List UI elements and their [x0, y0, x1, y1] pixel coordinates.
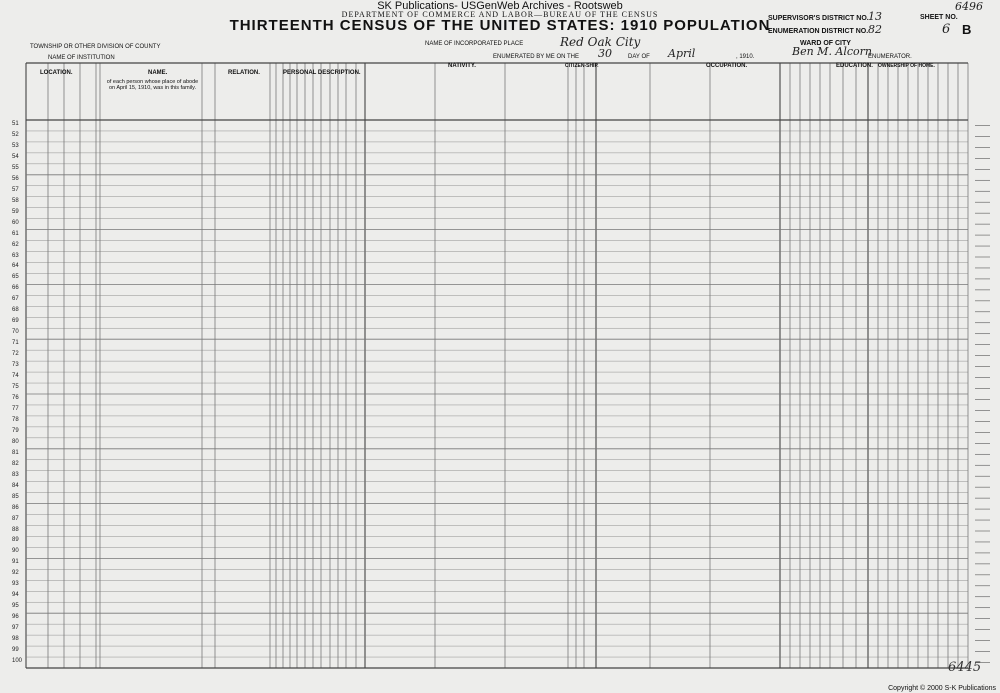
- line-number: 89: [12, 537, 19, 544]
- line-number: 75: [12, 384, 19, 391]
- line-number: 65: [12, 274, 19, 281]
- column-location: LOCATION.: [40, 70, 73, 76]
- line-number: 80: [12, 438, 19, 445]
- line-number: 52: [12, 131, 19, 138]
- supervisor-value: 13: [868, 10, 882, 23]
- column-nativity: NATIVITY.: [448, 63, 476, 69]
- township-label: TOWNSHIP OR OTHER DIVISION OF COUNTY: [30, 44, 161, 50]
- line-number: 96: [12, 614, 19, 621]
- line-number: 51: [12, 121, 19, 127]
- column-citizenship: CITIZEN-SHIP.: [565, 63, 599, 69]
- line-number: 66: [12, 285, 19, 292]
- line-number: 87: [12, 515, 19, 522]
- line-number: 84: [12, 482, 19, 489]
- ward-label: WARD OF CITY: [800, 40, 851, 47]
- enumerated-label: ENUMERATED BY ME ON THE: [493, 54, 580, 60]
- enumeration-label: ENUMERATION DISTRICT NO.: [768, 28, 869, 35]
- sheet-label: SHEET NO.: [920, 14, 958, 21]
- line-number: 57: [12, 186, 19, 193]
- line-number: 56: [12, 175, 19, 182]
- enumerated-month: April: [668, 47, 696, 60]
- line-number: 91: [12, 559, 19, 566]
- column-occupation: OCCUPATION.: [706, 63, 748, 69]
- line-number: 93: [12, 581, 19, 588]
- line-number: 60: [12, 219, 19, 226]
- institution-label: NAME OF INSTITUTION: [48, 55, 115, 61]
- line-number: 83: [12, 471, 19, 478]
- line-number: 59: [12, 208, 19, 215]
- line-number: 95: [12, 603, 19, 610]
- line-number: 67: [12, 296, 19, 303]
- line-number: 86: [12, 504, 19, 511]
- line-number: 85: [12, 493, 19, 500]
- line-number: 71: [12, 340, 19, 347]
- top-corner-number: 6496: [955, 0, 983, 13]
- line-number: 79: [12, 427, 19, 434]
- line-number: 76: [12, 395, 19, 401]
- column-name-description: of each person whose place of abode on April 15, 1910, was in this family.: [106, 79, 199, 91]
- enumeration-value: 82: [868, 23, 882, 36]
- footer-strip: [0, 683, 1000, 693]
- line-number: 72: [12, 351, 19, 358]
- sheet-side: B: [962, 22, 972, 37]
- line-number: 53: [12, 142, 19, 149]
- line-number: 61: [12, 230, 19, 237]
- line-number: 94: [12, 592, 19, 599]
- column-personal: PERSONAL DESCRIPTION.: [283, 70, 361, 76]
- line-number: 97: [12, 625, 19, 632]
- line-number: 92: [12, 570, 19, 577]
- site-banner: SK Publications- USGenWeb Archives - Rootsweb: [377, 0, 623, 12]
- line-number: 55: [12, 164, 19, 171]
- line-number: 81: [12, 449, 19, 456]
- enumerator-label: ENUMERATOR.: [868, 54, 912, 60]
- line-number: 98: [12, 636, 19, 643]
- incorporated-place-value: Red Oak City: [560, 35, 641, 49]
- column-name: NAME.: [148, 70, 168, 76]
- copyright-notice: Copyright © 2000 S-K Publications: [888, 685, 996, 692]
- line-number: 88: [12, 526, 19, 533]
- incorporated-place-label: NAME OF INCORPORATED PLACE: [425, 41, 524, 47]
- year-suffix: , 1910.: [736, 54, 755, 60]
- enumerated-day: 30: [598, 47, 612, 60]
- line-number: 90: [12, 548, 19, 555]
- column-relation: RELATION.: [228, 70, 260, 76]
- line-number: 74: [12, 373, 19, 380]
- line-number: 64: [12, 263, 19, 270]
- day-label: DAY OF: [628, 54, 650, 60]
- line-number: 62: [12, 241, 19, 248]
- enumerator-value: Ben M. Alcorn: [792, 45, 873, 58]
- line-number: 54: [12, 153, 19, 160]
- line-number: 69: [12, 318, 19, 325]
- line-number: 78: [12, 416, 19, 423]
- line-number: 63: [12, 252, 19, 259]
- sheet-number: 6: [942, 22, 951, 37]
- line-number: 73: [12, 362, 19, 369]
- column-ownership: OWNERSHIP OF HOME.: [878, 63, 935, 69]
- line-number: 68: [12, 307, 19, 314]
- line-number: 99: [12, 647, 19, 654]
- line-number: 58: [12, 197, 19, 204]
- supervisor-label: SUPERVISOR'S DISTRICT NO.: [768, 15, 869, 22]
- line-number: 70: [12, 329, 19, 336]
- department-line: DEPARTMENT OF COMMERCE AND LABOR—BUREAU OF THE CENSUS: [341, 10, 659, 19]
- column-education: EDUCATION.: [836, 63, 873, 69]
- corner-stamp: 6445: [948, 660, 982, 675]
- line-number: 100: [12, 658, 23, 665]
- page-title: THIRTEENTH CENSUS OF THE UNITED STATES: 1910 POPULATION: [229, 17, 771, 34]
- line-number: 82: [12, 460, 19, 467]
- line-number: 77: [12, 405, 19, 412]
